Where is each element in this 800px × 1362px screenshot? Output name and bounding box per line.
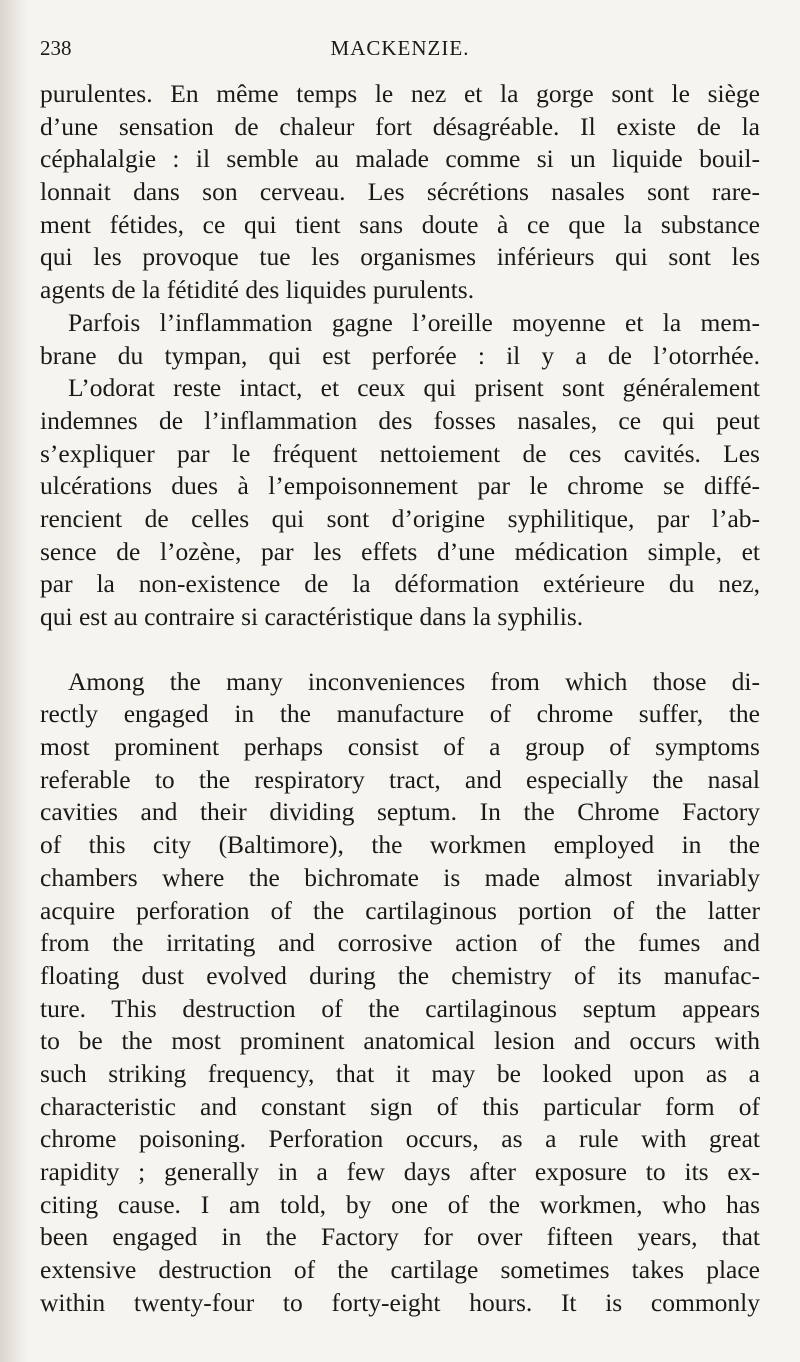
text-line: céphalalgie : il semble au malade comme si un liquide bouil- (40, 144, 760, 174)
text-line: most prominent perhaps consist of a group of symptoms (40, 732, 760, 762)
text-line: ture. This destruction of the cartilaginous septum appears (40, 993, 760, 1023)
paragraph-french-3 (40, 372, 760, 634)
text-line: chrome poisoning. Perforation occurs, as a rule with great (40, 1124, 760, 1154)
text-line: lonnait dans son cerveau. Les sécrétions nasales sont rare- (40, 177, 760, 207)
text-line: citing cause. I am told, by one of the workmen, who has (40, 1189, 760, 1219)
text-line: agents de la fétidité des liquides purulents. (40, 275, 475, 305)
text-line: brane du tympan, qui est perforée : il y a de l’otorrhée. (40, 340, 760, 370)
running-head: MACKENZIE. (330, 36, 470, 60)
text-line: qui les provoque tue les organismes inférieurs qui sont les (40, 242, 760, 272)
text-line: sence de l’ozène, par les effets d’une médication simple, et (40, 536, 760, 566)
text-line: rapidity ; generally in a few days after exposure to its ex- (40, 1157, 760, 1186)
text-line: such striking frequency, that it may be looked upon as a (40, 1058, 760, 1088)
text-line: characteristic and constant sign of this particular form of (40, 1091, 760, 1121)
paragraph-french-1 (40, 78, 760, 307)
text-line: been engaged in the Factory for over fifteen years, that (40, 1222, 760, 1252)
page-number: 238 (40, 36, 72, 60)
text-line: extensive destruction of the cartilage sometimes takes place (40, 1255, 760, 1285)
text-line: Among the many inconveniences from which those di- (68, 666, 760, 696)
paragraph-french-2 (40, 307, 760, 372)
text-line: Parfois l’inflammation gagne l’oreille moyenne et la mem- (68, 307, 760, 337)
text-line: ulcérations dues à l’empoisonnement par le chrome se diffé- (40, 471, 760, 501)
text-line: purulentes. En même temps le nez et la gorge sont le siège (40, 79, 760, 108)
text-line: qui est au contraire si caractéristique dans la syphilis. (40, 602, 584, 631)
page-gutter-shadow (0, 0, 28, 1362)
text-line: indemnes de l’inflammation des fosses nasales, ce qui peut (40, 405, 760, 435)
text-line: of this city (Baltimore), the workmen employed in the (40, 830, 760, 860)
page-header (40, 36, 760, 66)
text-line: par la non-existence de la déformation extérieure du nez, (40, 569, 760, 599)
paragraph-english (40, 666, 760, 1320)
text-line: chambers where the bichromate is made almost invariably (40, 862, 760, 892)
text-line: acquire perforation of the cartilaginous portion of the latter (40, 895, 760, 925)
text-line: to be the most prominent anatomical lesion and occurs with (40, 1026, 760, 1056)
text-line: s’expliquer par le fréquent nettoiement de ces cavités. Les (40, 438, 760, 468)
text-line: floating dust evolved during the chemistry of its manufac- (40, 960, 760, 990)
text-line: from the irritating and corrosive action of the fumes and (40, 928, 760, 958)
text-line: referable to the respiratory tract, and especially the nasal (40, 764, 760, 794)
text-line: rencient de celles qui sont d’origine syphilitique, par l’ab- (40, 503, 760, 533)
section-gap (40, 634, 760, 666)
text-line: L’odorat reste intact, et ceux qui prisent sont généralement (68, 373, 760, 403)
text-line: cavities and their dividing septum. In the Chrome Factory (40, 797, 760, 827)
text-line: within twenty-four to forty-eight hours. It is commonly (40, 1287, 760, 1317)
text-line: d’une sensation de chaleur fort désagréable. Il existe de la (40, 111, 760, 141)
text-line: ment fétides, ce qui tient sans doute à ce que la substance (40, 209, 760, 239)
body-text (40, 78, 760, 1319)
text-line: rectly engaged in the manufacture of chrome suffer, the (40, 699, 760, 729)
